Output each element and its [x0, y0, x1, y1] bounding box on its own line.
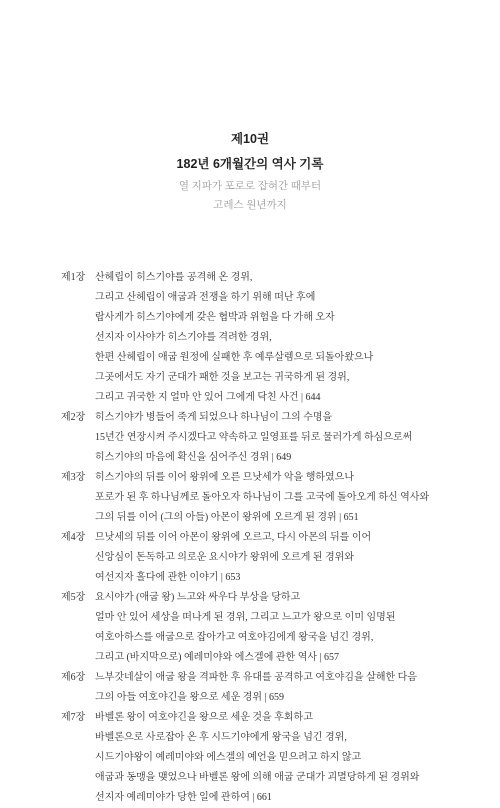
chapter-label: 제1장	[61, 272, 86, 283]
chapter-line: 그의 아들 여호야긴을 왕으로 세운 경위 | 659	[95, 692, 285, 703]
chapter-line: 그곳에서도 자기 군대가 패한 것을 보고는 귀국하게 된 경위,	[95, 372, 350, 383]
chapter-text	[95, 268, 461, 408]
chapter-line: 그리고 산헤립이 애굽과 전쟁을 하기 위해 떠난 후에	[95, 292, 316, 303]
chapter-entry	[61, 588, 461, 668]
chapter-line: 선지자 이사야가 히스기야를 격려한 경위,	[95, 332, 272, 343]
chapter-line: 랍사게가 히스기야에게 갖은 협박과 위험을 다 가해 오자	[95, 312, 335, 323]
chapter-line: 느부갓네살이 애굽 왕을 격파한 후 유대를 공격하고 여호야김을 살해한 다음	[95, 672, 417, 683]
book-subtitle-line-2: 고레스 원년까지	[213, 200, 287, 211]
chapter-line: 바벨론 왕이 여호야긴을 왕으로 세운 것을 후회하고	[95, 712, 313, 723]
chapter-entry	[61, 268, 461, 408]
chapter-line: 선지자 예레미야가 당한 일에 관하여 | 661	[95, 792, 272, 803]
chapter-line: 포로가 된 후 하나님께로 돌아오자 하나님이 그를 고국에 돌아오게 하신 역사와	[95, 492, 430, 503]
chapter-label: 제2장	[61, 412, 86, 423]
chapter-entry	[61, 528, 461, 588]
chapter-line: 그의 뒤를 이어 (그의 아들) 아몬이 왕위에 오르게 된 경위 | 651	[95, 512, 359, 523]
chapter-label: 제6장	[61, 672, 86, 683]
chapter-label: 제3장	[61, 472, 86, 483]
book-header	[0, 128, 500, 213]
book-title: 182년 6개월간의 역사 기록	[176, 157, 324, 171]
book-number: 제10권	[230, 132, 270, 146]
chapter-entry	[61, 408, 461, 468]
chapter-line: 요시야가 (애굽 왕) 느고와 싸우다 부상을 당하고	[95, 592, 301, 603]
book-subtitle-line-1: 열 지파가 포로로 잡혀간 때부터	[178, 181, 322, 192]
chapter-entry	[61, 468, 461, 528]
chapter-line: 애굽과 동맹을 맺었으나 바벨론 왕에 의해 애굽 군대가 괴멸당하게 된 경위와	[95, 772, 420, 783]
chapter-text	[95, 528, 461, 588]
chapter-line: 15년간 연장시켜 주시겠다고 약속하고 일영표를 뒤로 물러가게 하심으로써	[95, 432, 413, 443]
table-of-contents	[61, 268, 461, 808]
chapter-line: 그리고 (바지막으로) 예레미야와 에스겔에 관한 역사 | 657	[95, 652, 340, 663]
chapter-entry	[61, 668, 461, 708]
chapter-text	[95, 708, 461, 808]
chapter-line: 므낫세의 뒤를 이어 아몬이 왕위에 오르고, 다시 아몬의 뒤를 이어	[95, 532, 372, 543]
chapter-line: 산헤립이 히스기야를 공격해 온 경위,	[95, 272, 253, 283]
chapter-text	[95, 668, 461, 708]
chapter-line: 한편 산헤립이 애굽 원정에 실패한 후 예루살렘으로 되돌아왔으나	[95, 352, 374, 363]
chapter-line: 바벨론으로 사로잡아 온 후 시드기야에게 왕국을 넘긴 경위,	[95, 732, 347, 743]
chapter-text	[95, 408, 461, 468]
chapter-line: 히스기야의 뒤를 이어 왕위에 오른 므낫세가 악을 행하였으나	[95, 472, 354, 483]
chapter-label: 제7장	[61, 712, 86, 723]
chapter-line: 히스기야의 마음에 확신을 심어주신 경위 | 649	[95, 452, 292, 463]
chapter-text	[95, 588, 461, 668]
chapter-line: 히스기야가 병들어 죽게 되었으나 하나님이 그의 수명을	[95, 412, 333, 423]
chapter-line: 시드기야왕이 예레미야와 에스겔의 예언을 믿으려고 하지 않고	[95, 752, 362, 763]
chapter-line: 신앙심이 돈독하고 의로운 요시야가 왕위에 오르게 된 경위와	[95, 552, 354, 563]
chapter-label: 제4장	[61, 532, 86, 543]
chapter-label: 제5장	[61, 592, 86, 603]
chapter-entry	[61, 708, 461, 808]
chapter-line: 여호아하스를 애굽으로 잡아가고 여호야김에게 왕국을 넘긴 경위,	[95, 632, 374, 643]
chapter-line: 여선지자 홀다에 관한 이야기 | 653	[95, 572, 241, 583]
chapter-line: 얼마 안 있어 세상을 떠나게 된 경위, 그리고 느고가 왕으로 이미 임명된	[95, 612, 396, 623]
chapter-line: 그리고 귀국한 지 얼마 안 있어 그에게 닥친 사건 | 644	[95, 392, 321, 403]
chapter-text	[95, 468, 461, 528]
